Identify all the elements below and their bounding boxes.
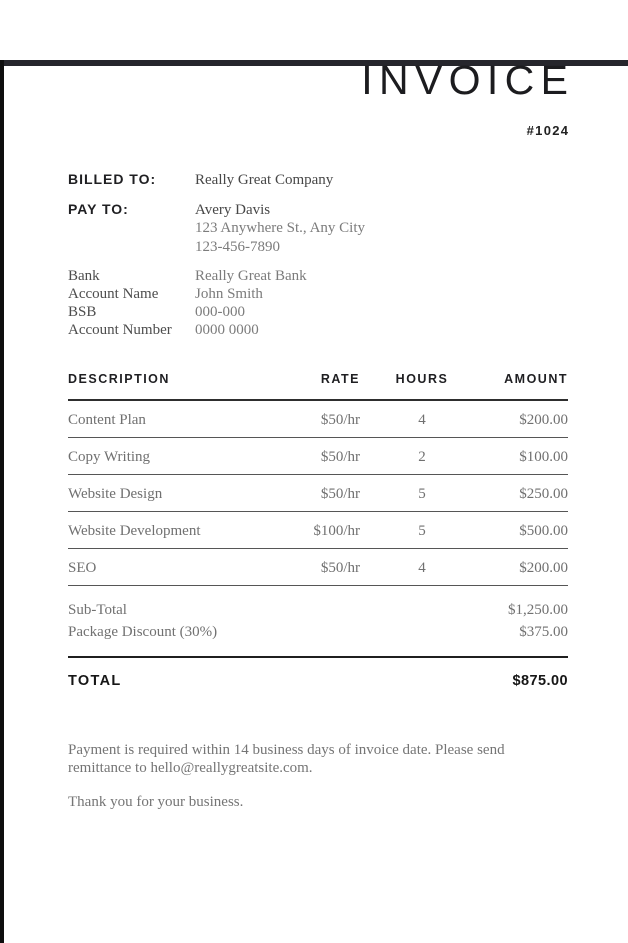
- item-description: Website Design: [68, 486, 163, 502]
- account-name-label: Account Name: [68, 286, 159, 302]
- billed-to-label: BILLED TO:: [68, 171, 157, 187]
- table-row: [68, 401, 568, 438]
- account-number-value: 0000 0000: [195, 322, 259, 338]
- item-rate: $50/hr: [320, 449, 360, 465]
- footer: [68, 742, 568, 811]
- item-hours: 4: [418, 560, 426, 576]
- item-rate: $50/hr: [320, 486, 360, 502]
- table-header-row: [68, 372, 568, 401]
- bsb-label: BSB: [68, 304, 97, 320]
- table-row: [68, 549, 568, 586]
- item-description: Copy Writing: [68, 449, 151, 465]
- invoice-page: [4, 57, 628, 811]
- billing-section: [68, 171, 568, 339]
- payment-terms-text: Payment is required within 14 business days of invoice date. Please send remittance to hello@reallygreatsite.com.: [68, 742, 505, 776]
- item-rate: $50/hr: [320, 560, 360, 576]
- line-items-table: [68, 372, 568, 586]
- account-number-row: [68, 321, 568, 339]
- bank-details: [68, 267, 568, 339]
- table-row: [68, 512, 568, 549]
- table-row: [68, 438, 568, 475]
- item-rate: $50/hr: [320, 412, 360, 428]
- pay-to-row: [68, 201, 568, 257]
- total-row: [68, 658, 568, 689]
- item-hours: 4: [418, 412, 426, 428]
- header-hours: HOURS: [395, 372, 449, 386]
- table-row: [68, 475, 568, 512]
- header-description: DESCRIPTION: [68, 372, 170, 386]
- bank-row: [68, 267, 568, 285]
- item-amount: $500.00: [519, 523, 568, 539]
- bank-label: Bank: [68, 268, 100, 284]
- discount-value: $375.00: [519, 623, 568, 640]
- pay-to-label: PAY TO:: [68, 200, 129, 217]
- page-title: INVOICE: [361, 57, 575, 103]
- invoice-number: #1024: [526, 123, 570, 138]
- billed-to-value: Really Great Company: [195, 172, 334, 188]
- thank-you-text: Thank you for your business.: [68, 794, 244, 810]
- billed-to-row: [68, 171, 568, 190]
- account-number-label: Account Number: [68, 322, 172, 338]
- pay-to-details: [195, 201, 568, 257]
- header-amount: AMOUNT: [504, 372, 568, 386]
- item-amount: $250.00: [519, 486, 568, 502]
- bank-value: Really Great Bank: [195, 268, 307, 284]
- pay-to-phone: 123-456-7890: [195, 238, 280, 255]
- item-description: SEO: [68, 560, 97, 576]
- item-hours: 5: [418, 523, 426, 539]
- subtotal-row: [68, 600, 568, 622]
- bsb-value: 000-000: [195, 304, 245, 320]
- bsb-row: [68, 303, 568, 321]
- subtotal-label: Sub-Total: [68, 602, 127, 618]
- item-amount: $200.00: [519, 560, 568, 576]
- item-rate: $100/hr: [313, 523, 360, 539]
- subtotal-value: $1,250.00: [508, 602, 568, 618]
- item-description: Content Plan: [68, 412, 146, 428]
- discount-label: Package Discount (30%): [68, 623, 218, 640]
- pay-to-address: 123 Anywhere St., Any City: [195, 220, 366, 236]
- account-name-value: John Smith: [195, 286, 263, 302]
- subtotals-section: [68, 586, 568, 658]
- pay-to-name: Avery Davis: [195, 201, 271, 218]
- item-description: Website Development: [68, 523, 201, 539]
- item-hours: 2: [418, 449, 426, 465]
- total-label: TOTAL: [68, 673, 122, 689]
- header-rate: RATE: [320, 372, 360, 386]
- item-amount: $100.00: [519, 449, 568, 465]
- total-value: $875.00: [512, 673, 568, 689]
- item-amount: $200.00: [519, 412, 568, 428]
- item-hours: 5: [418, 486, 426, 502]
- discount-row: [68, 622, 568, 644]
- account-name-row: [68, 285, 568, 303]
